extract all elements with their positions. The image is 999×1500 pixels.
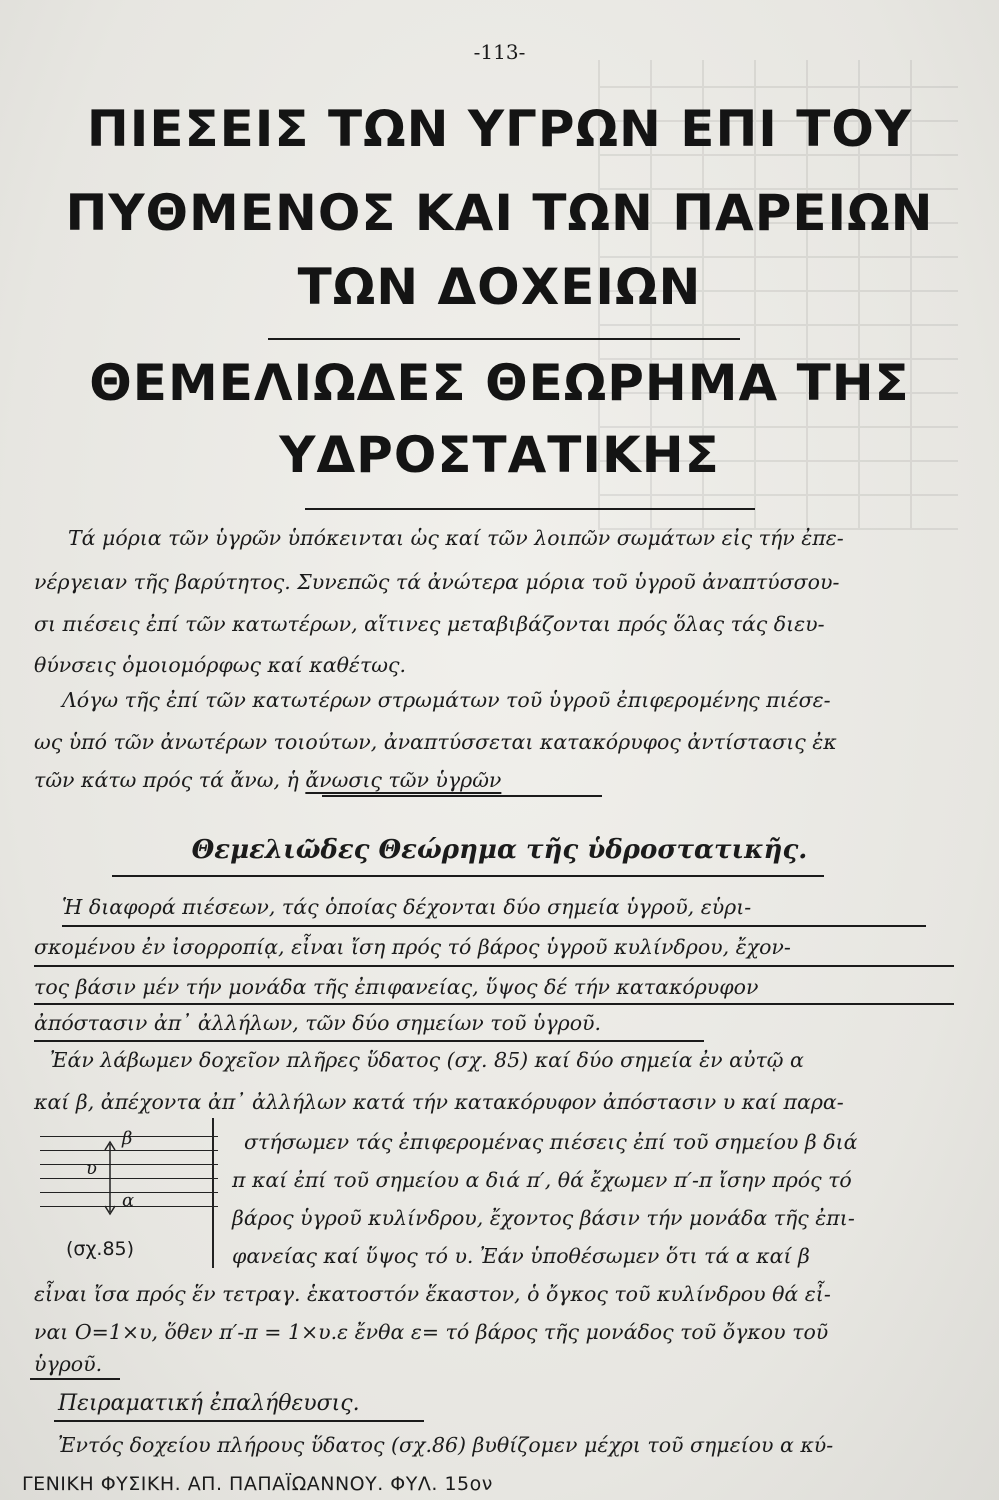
- theorem-heading-rule: [112, 875, 824, 877]
- proof-line-1: Ἐάν λάβωμεν δοχεῖον πλῆρες ὕδατος (σχ. 85) καί δύο σημεία ἐν αὐτῷ α: [50, 1048, 804, 1072]
- height-u-label: υ: [86, 1158, 97, 1179]
- upthrust-line-3-text: τῶν κάτω πρός τά ἄνω, ἡ: [34, 768, 299, 792]
- proof-line-5: ὑγροῦ.: [34, 1352, 103, 1376]
- proof-side-line-2: π καί ἐπί τοῦ σημείου α διά π′, θά ἔχωμεν π′-π ἴσην πρός τό: [232, 1168, 852, 1192]
- intro-line-1: Τά μόρια τῶν ὑγρῶν ὑπόκεινται ὡς καί τῶν λοιπῶν σωμάτων εἰς τήν ἐπε-: [68, 526, 844, 550]
- theorem-heading: Θεμελιῶδες Θεώρημα τῆς ὑδροστατικῆς.: [191, 835, 808, 865]
- theorem-underline-1: [62, 925, 926, 927]
- figure-divider: [212, 1118, 214, 1268]
- theorem-line-2: σκομένου ἐν ἰσορροπίᾳ, εἶναι ἴση πρός τό βάρος ὑγροῦ κυλίνδρου, ἔχον-: [34, 935, 791, 959]
- theorem-line-3: τος βάσιν μέν τήν μονάδα τῆς ἐπιφανείας, ὕψος δέ τήν κατακόρυφον: [34, 975, 759, 999]
- theorem-line-4: ἀπόστασιν ἀπ᾽ ἀλλήλων, τῶν δύο σημείων τοῦ ὑγροῦ.: [34, 1011, 602, 1035]
- page-number: -113-: [473, 40, 526, 64]
- experiment-line-1: Ἐντός δοχείου πλήρους ὕδατος (σχ.86) βυθίζομεν μέχρι τοῦ σημείου α κύ-: [58, 1433, 834, 1457]
- title-divider: [268, 338, 740, 340]
- title-line-5: ΥΔΡΟΣΤΑΤΙΚΗΣ: [279, 426, 720, 484]
- upthrust-line-3: [34, 770, 501, 791]
- intro-line-3: σι πιέσεις ἐπί τῶν κατωτέρων, αἵτινες μεταβιβάζονται πρός ὅλας τάς διευ-: [34, 612, 825, 636]
- title-line-3: ΤΩΝ ΔΟΧΕΙΩΝ: [297, 258, 702, 316]
- theorem-underline-4: [34, 1040, 704, 1042]
- title-line-2: ΠΥΘΜΕΝΟΣ ΚΑΙ ΤΩΝ ΠΑΡΕΙΩΝ: [65, 184, 934, 242]
- upthrust-underline: [322, 795, 602, 797]
- theorem-line-1: Ἡ διαφορά πιέσεων, τάς ὁποίας δέχονται δύο σημεία ὑγροῦ, εὑρι-: [62, 895, 752, 919]
- intro-line-2: νέργειαν τῆς βαρύτητος. Συνεπῶς τά ἀνώτερα μόρια τοῦ ὑγροῦ ἀναπτύσσου-: [34, 570, 840, 594]
- page-footer: ΓΕΝΙΚΗ ΦΥΣΙΚΗ. ΑΠ. ΠΑΠΑΪΩΑΝΝΟΥ. ΦΥΛ. 15ον: [22, 1473, 493, 1495]
- title-line-1: ΠΙΕΣΕΙΣ ΤΩΝ ΥΓΡΩΝ ΕΠΙ ΤΟΥ: [86, 100, 913, 158]
- theorem-underline-3: [34, 1003, 954, 1005]
- proof-side-line-4: φανείας καί ὕψος τό υ. Ἐάν ὑποθέσωμεν ὅτι τά α καί β: [232, 1244, 810, 1268]
- proof-end-rule: [30, 1378, 120, 1380]
- proof-side-line-1: στήσωμεν τάς ἐπιφερομένας πιέσεις ἐπί τοῦ σημείου β διά: [244, 1130, 858, 1154]
- title-end-rule: [305, 508, 755, 510]
- proof-side-line-3: βάρος ὑγροῦ κυλίνδρου, ἔχοντος βάσιν τήν μονάδα τῆς ἐπι-: [232, 1206, 855, 1230]
- upthrust-line-1: Λόγω τῆς ἐπί τῶν κατωτέρων στρωμάτων τοῦ ὑγροῦ ἐπιφερομένης πιέσε-: [62, 688, 831, 712]
- point-a-label: α: [122, 1190, 135, 1211]
- experiment-heading-underline: [54, 1420, 424, 1422]
- experiment-heading: Πειραματική ἐπαλήθευσις.: [58, 1391, 360, 1416]
- upthrust-line-2: ως ὑπό τῶν ἀνωτέρων τοιούτων, ἀναπτύσσεται κατακόρυφος ἀντίστασις ἐκ: [34, 730, 837, 754]
- upthrust-term: ἄνωσις τῶν ὑγρῶν: [305, 768, 502, 792]
- proof-line-2: καί β, ἀπέχοντα ἀπ᾽ ἀλλήλων κατά τήν κατακόρυφον ἀπόστασιν υ καί παρα-: [34, 1090, 844, 1114]
- proof-line-3: εἶναι ἴσα πρός ἕν τετραγ. ἑκατοστόν ἕκαστον, ὁ ὄγκος τοῦ κυλίνδρου θά εἶ-: [34, 1282, 831, 1306]
- title-line-4: ΘΕΜΕΛΙΩΔΕΣ ΘΕΩΡΗΜΑ ΤΗΣ: [89, 354, 910, 412]
- theorem-underline-2: [34, 965, 954, 967]
- intro-line-4: θύνσεις ὁμοιομόρφως καί καθέτως.: [34, 653, 406, 677]
- proof-line-4: ναι Ο=1×υ, ὅθεν π′-π = 1×υ.ε ἔνθα ε= τό βάρος τῆς μονάδος τοῦ ὄγκου τοῦ: [34, 1320, 829, 1344]
- point-b-label: β: [122, 1128, 133, 1149]
- figure-caption: (σχ.85): [66, 1238, 135, 1260]
